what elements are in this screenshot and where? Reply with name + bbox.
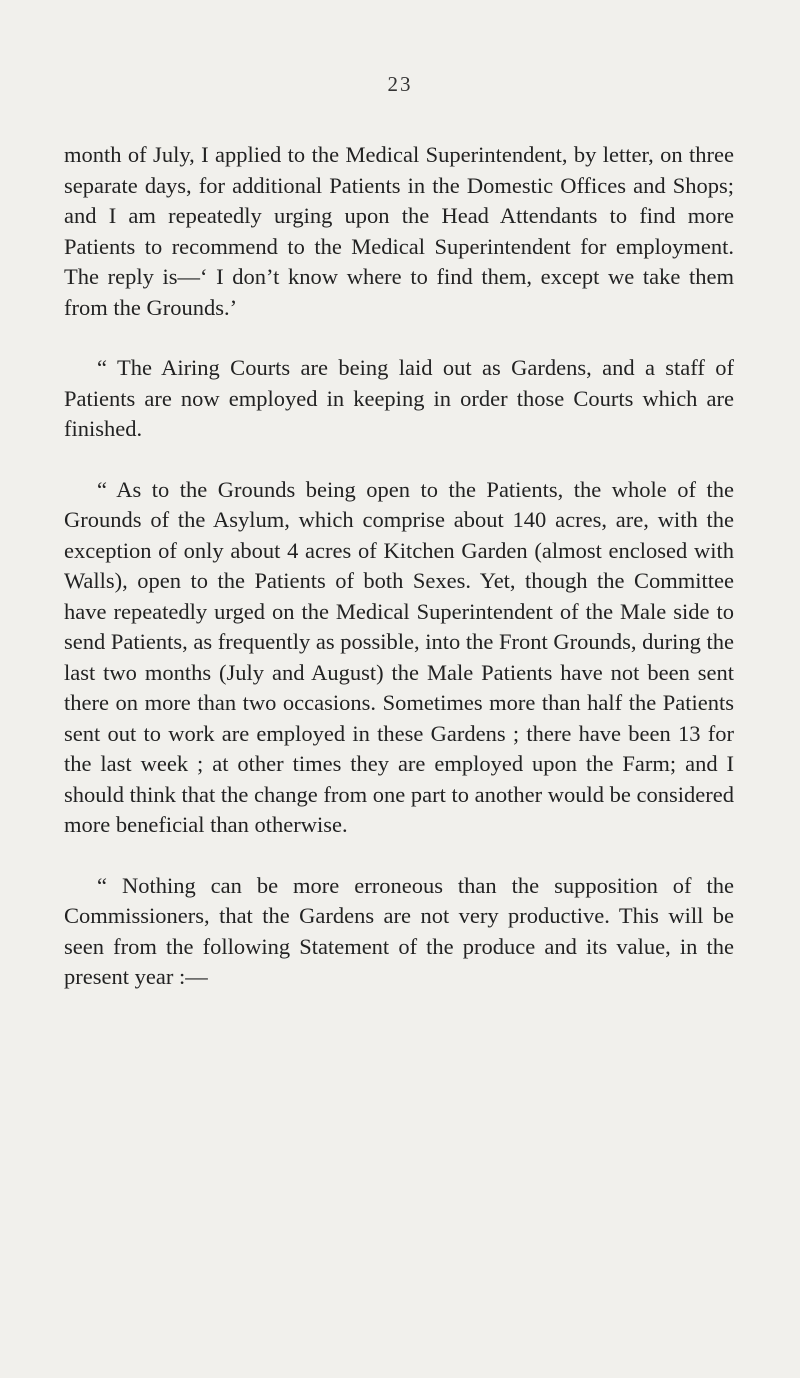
page-number: 23 — [387, 72, 413, 96]
body-text — [64, 140, 734, 993]
paragraph-continuation: month of July, I applied to the Medical Superintendent, by letter, on three separate days, for additional Patients in the Domestic Offices and Shops; and I am repeatedly urging upon the Head Attendants to find more Patients to recommend to the Medical Superintendent for employment. The reply is—‘ I don’t know where to find them, except we take them from the Grounds.’ — [64, 142, 734, 320]
paragraph-gardens-productive: “ Nothing can be more erroneous than the supposition of the Commissioners, that the Gardens are not very productive. This will be seen from the following Statement of the produce and its value, in the present year :— — [64, 872, 734, 989]
paragraph-grounds: “ As to the Grounds being open to the Patients, the whole of the Grounds of the Asylum, which comprise about 140 acres, are, with the exception of only about 4 acres of Kitchen Garden (almost enclosed with Walls), open to the Patients of both Sexes. Yet, though the Committee have repeatedly urged on the Medical Superintendent of the Male side to send Patients, as frequently as possible, into the Front Grounds, during the last two months (July and August) the Male Patients have not been sent there on more than two occasions. Sometimes more than half the Patients sent out to work are employed in these Gardens ; there have been 13 for the last week ; at other times they are employed upon the Farm; and I should think that the change from one part to another would be considered more beneficial than otherwise. — [64, 476, 734, 837]
paragraph-airing-courts: “ The Airing Courts are being laid out as Gardens, and a staff of Patients are now employed in keeping in order those Courts which are finished. — [64, 355, 734, 441]
